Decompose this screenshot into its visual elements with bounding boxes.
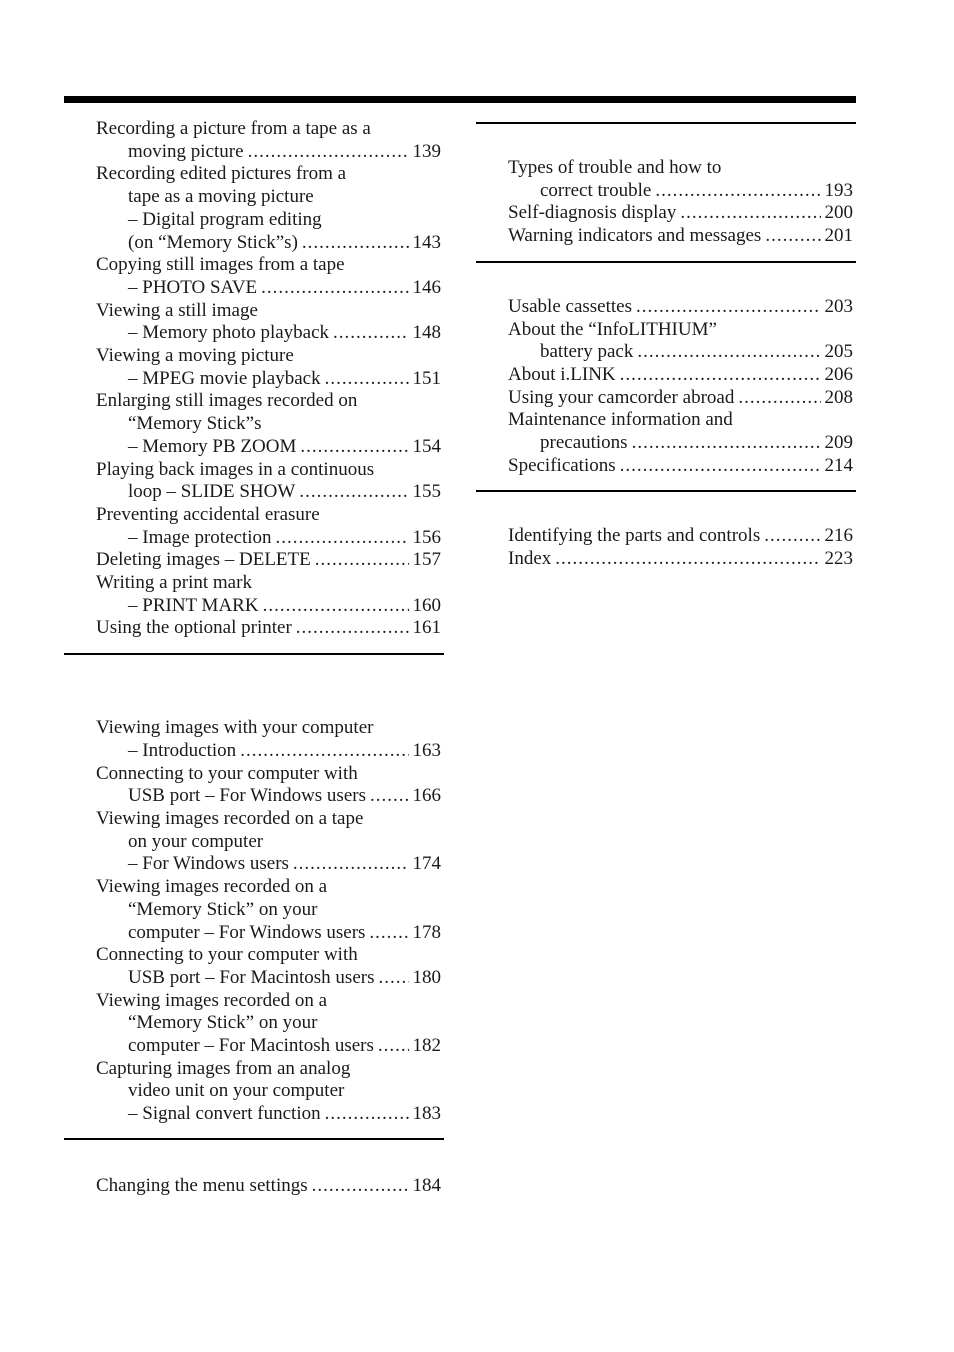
toc-entry-line: “Memory Stick”s	[128, 413, 262, 435]
page-number: 205	[824, 341, 853, 363]
toc-entry-line: tape as a moving picture	[128, 186, 314, 208]
toc-entry[interactable]	[64, 1175, 444, 1198]
entry-title: – Image protection	[128, 526, 272, 548]
toc-entry-line: Preventing accidental erasure	[96, 503, 320, 525]
toc-entry-line: About the “InfoLITHIUM”	[508, 318, 717, 340]
dot-leader	[655, 180, 820, 203]
toc-entry-line: Viewing a still image	[96, 299, 258, 321]
page-number: 156	[412, 526, 441, 548]
toc-entry-line	[96, 436, 444, 459]
page-number: 216	[824, 525, 853, 547]
toc-section	[476, 492, 856, 570]
page-number: 174	[412, 853, 441, 875]
toc-entry[interactable]	[64, 876, 444, 944]
dot-leader	[240, 740, 408, 763]
page-number: 214	[824, 454, 853, 476]
entry-title: USB port – For Macintosh users	[128, 966, 375, 988]
page-number: 154	[412, 435, 441, 457]
toc-entry[interactable]	[64, 808, 444, 876]
toc-entry-line	[96, 740, 444, 763]
dot-leader	[315, 549, 409, 572]
dot-leader	[312, 1175, 409, 1198]
toc-entry-line: Viewing a moving picture	[96, 345, 294, 367]
entry-title: Self-diagnosis display	[508, 202, 677, 224]
toc-section	[476, 124, 856, 261]
dot-leader	[620, 455, 821, 478]
dot-leader	[765, 225, 820, 248]
entry-title: computer – For Macintosh users	[128, 1035, 374, 1057]
toc-entry-line: Connecting to your computer with	[96, 944, 358, 966]
page-number: 166	[412, 785, 441, 807]
toc-entry-line	[508, 180, 856, 203]
page-number: 139	[412, 140, 441, 162]
toc-entry[interactable]	[64, 459, 444, 504]
entry-title: – Memory photo playback	[128, 322, 330, 344]
dot-leader	[764, 525, 820, 548]
entry-title: – MPEG movie playback	[128, 367, 321, 389]
dot-leader	[261, 277, 408, 300]
entry-title: Usable cassettes	[508, 295, 632, 317]
toc-section	[64, 655, 444, 1138]
entry-title: – For Windows users	[128, 853, 289, 875]
toc-entry[interactable]	[64, 254, 444, 299]
page-number: 203	[824, 295, 853, 317]
toc-entry[interactable]	[64, 345, 444, 390]
toc-entry-line	[508, 202, 856, 225]
dot-leader	[325, 1103, 409, 1126]
entry-title: Using the optional printer	[96, 617, 292, 639]
page-number: 180	[412, 966, 441, 988]
toc-entry[interactable]	[476, 409, 856, 454]
toc-entry-line: Viewing images recorded on a tape	[96, 807, 364, 829]
toc-entry-line: Recording a picture from a tape as a	[96, 118, 371, 139]
entry-title: Using your camcorder abroad	[508, 386, 735, 408]
dot-leader	[620, 364, 821, 387]
toc-entry-line	[96, 1035, 444, 1058]
toc-entry[interactable]	[64, 572, 444, 617]
toc-entry-line: on your computer	[128, 830, 264, 852]
toc-entry-line: video unit on your computer	[128, 1080, 345, 1102]
page-number: 160	[412, 594, 441, 616]
toc-entry[interactable]	[476, 225, 856, 248]
toc-entry-line	[508, 341, 856, 364]
toc-section	[64, 118, 444, 653]
page-number: 183	[412, 1103, 441, 1125]
page-number: 151	[412, 367, 441, 389]
toc-entry[interactable]	[476, 387, 856, 410]
page-number: 223	[824, 548, 853, 570]
dot-leader	[378, 1035, 409, 1058]
dot-leader	[302, 232, 409, 255]
page-number: 143	[412, 231, 441, 253]
toc-entry-line	[96, 1175, 444, 1198]
toc-entry-line: “Memory Stick” on your	[128, 1012, 318, 1034]
page-number: 206	[824, 363, 853, 385]
dot-leader	[632, 432, 821, 455]
toc-entry-line	[96, 141, 444, 164]
entry-title: precautions	[540, 432, 628, 454]
toc-entry-line: Connecting to your computer with	[96, 762, 358, 784]
toc-entry-line: Viewing images recorded on a	[96, 876, 327, 898]
toc-entry-line	[96, 595, 444, 618]
toc-entry-line: Maintenance information and	[508, 409, 733, 431]
toc-entry[interactable]	[64, 1058, 444, 1126]
toc-entry-line: “Memory Stick” on your	[128, 898, 318, 920]
dot-leader	[637, 341, 820, 364]
entry-title: – Introduction	[128, 739, 237, 761]
toc-entry-line	[508, 455, 856, 478]
entry-title: USB port – For Windows users	[128, 785, 366, 807]
toc-entry-line	[508, 364, 856, 387]
dot-leader	[300, 436, 408, 459]
entry-title: loop – SLIDE SHOW	[128, 481, 296, 503]
toc-right-column	[476, 122, 856, 571]
toc-entry[interactable]	[64, 990, 444, 1058]
toc-entry-line	[508, 432, 856, 455]
toc-entry[interactable]	[64, 118, 444, 163]
toc-entry-line: Recording edited pictures from a	[96, 163, 347, 185]
toc-entry-line	[96, 232, 444, 255]
toc-section	[476, 263, 856, 491]
entry-title: Index	[508, 548, 552, 570]
toc-entry-line: Viewing images recorded on a	[96, 989, 327, 1011]
page-number: 157	[412, 549, 441, 571]
dot-leader	[333, 322, 408, 345]
entry-title: moving picture	[128, 140, 244, 162]
entry-title: About i.LINK	[508, 363, 616, 385]
dot-leader	[636, 296, 821, 319]
toc-entry-line	[96, 967, 444, 990]
toc-entry-line: – Digital program editing	[128, 208, 322, 230]
toc-entry-line: Enlarging still images recorded on	[96, 390, 358, 412]
dot-leader	[299, 481, 408, 504]
dot-leader	[325, 368, 409, 391]
toc-entry-line	[96, 785, 444, 808]
dot-leader	[378, 967, 408, 990]
toc-entry[interactable]	[476, 157, 856, 202]
toc-entry[interactable]	[476, 319, 856, 364]
page-number: 155	[412, 481, 441, 503]
toc-entry-line: Viewing images with your computer	[96, 717, 374, 739]
toc-entry[interactable]	[476, 548, 856, 571]
toc-entry[interactable]	[476, 202, 856, 225]
dot-leader	[276, 527, 409, 550]
toc-entry-line	[96, 277, 444, 300]
page-number: 182	[412, 1035, 441, 1057]
toc-entry[interactable]	[64, 300, 444, 345]
entry-title: battery pack	[540, 341, 634, 363]
entry-title: (on “Memory Stick”s)	[128, 231, 298, 253]
dot-leader	[738, 387, 820, 410]
toc-entry[interactable]	[64, 617, 444, 640]
entry-title: – Signal convert function	[128, 1103, 321, 1125]
page-number: 178	[412, 921, 441, 943]
toc-entry[interactable]	[476, 525, 856, 548]
toc-section	[64, 1140, 444, 1198]
toc-entry[interactable]	[64, 717, 444, 762]
toc-entry-line: Capturing images from an analog	[96, 1057, 351, 1079]
entry-title: Identifying the parts and controls	[508, 525, 761, 547]
toc-entry[interactable]	[64, 504, 444, 549]
toc-entry-line	[96, 527, 444, 550]
entry-title: Changing the menu settings	[96, 1174, 308, 1196]
page-number: 208	[824, 386, 853, 408]
dot-leader	[248, 141, 409, 164]
toc-entry-line: Types of trouble and how to	[508, 157, 722, 178]
toc-entry-line	[508, 548, 856, 571]
page-number: 146	[412, 276, 441, 298]
toc-entry-line: Copying still images from a tape	[96, 254, 345, 276]
page-number: 201	[824, 225, 853, 247]
page-number: 161	[412, 617, 441, 639]
toc-entry[interactable]	[64, 390, 444, 458]
page-number: 209	[824, 432, 853, 454]
toc-entry[interactable]	[64, 163, 444, 254]
toc-entry-line	[96, 368, 444, 391]
toc-entry[interactable]	[476, 455, 856, 478]
dot-leader	[369, 922, 408, 945]
dot-leader	[370, 785, 409, 808]
top-rule	[64, 96, 856, 103]
dot-leader	[555, 548, 820, 571]
entry-title: Deleting images – DELETE	[96, 549, 311, 571]
toc-entry-line	[96, 853, 444, 876]
entry-title: – Memory PB ZOOM	[128, 435, 297, 457]
toc-entry-line	[96, 922, 444, 945]
toc-left-column	[64, 118, 444, 1198]
toc-entry[interactable]	[476, 296, 856, 319]
page-number: 193	[824, 179, 853, 201]
toc-entry-line: Writing a print mark	[96, 572, 252, 594]
entry-title: correct trouble	[540, 179, 652, 201]
page-number: 148	[412, 322, 441, 344]
page-number: 184	[412, 1174, 441, 1196]
toc-entry-line	[96, 549, 444, 572]
toc-entry-line: Playing back images in a continuous	[96, 458, 375, 480]
toc-entry[interactable]	[64, 944, 444, 989]
entry-title: Warning indicators and messages	[508, 225, 762, 247]
toc-entry-line	[96, 1103, 444, 1126]
toc-entry-line	[508, 525, 856, 548]
toc-entry-line	[96, 322, 444, 345]
toc-entry-line	[508, 387, 856, 410]
dot-leader	[293, 853, 409, 876]
entry-title: Specifications	[508, 454, 616, 476]
page-number: 163	[412, 739, 441, 761]
dot-leader	[680, 202, 820, 225]
page-number: 200	[824, 202, 853, 224]
toc-entry-line	[508, 296, 856, 319]
entry-title: – PRINT MARK	[128, 594, 259, 616]
toc-entry[interactable]	[476, 364, 856, 387]
dot-leader	[296, 617, 409, 640]
toc-entry-line	[96, 617, 444, 640]
dot-leader	[263, 595, 409, 618]
entry-title: computer – For Windows users	[128, 921, 366, 943]
toc-entry-line	[508, 225, 856, 248]
toc-entry-line	[96, 481, 444, 504]
entry-title: – PHOTO SAVE	[128, 276, 258, 298]
toc-entry[interactable]	[64, 763, 444, 808]
toc-entry[interactable]	[64, 549, 444, 572]
